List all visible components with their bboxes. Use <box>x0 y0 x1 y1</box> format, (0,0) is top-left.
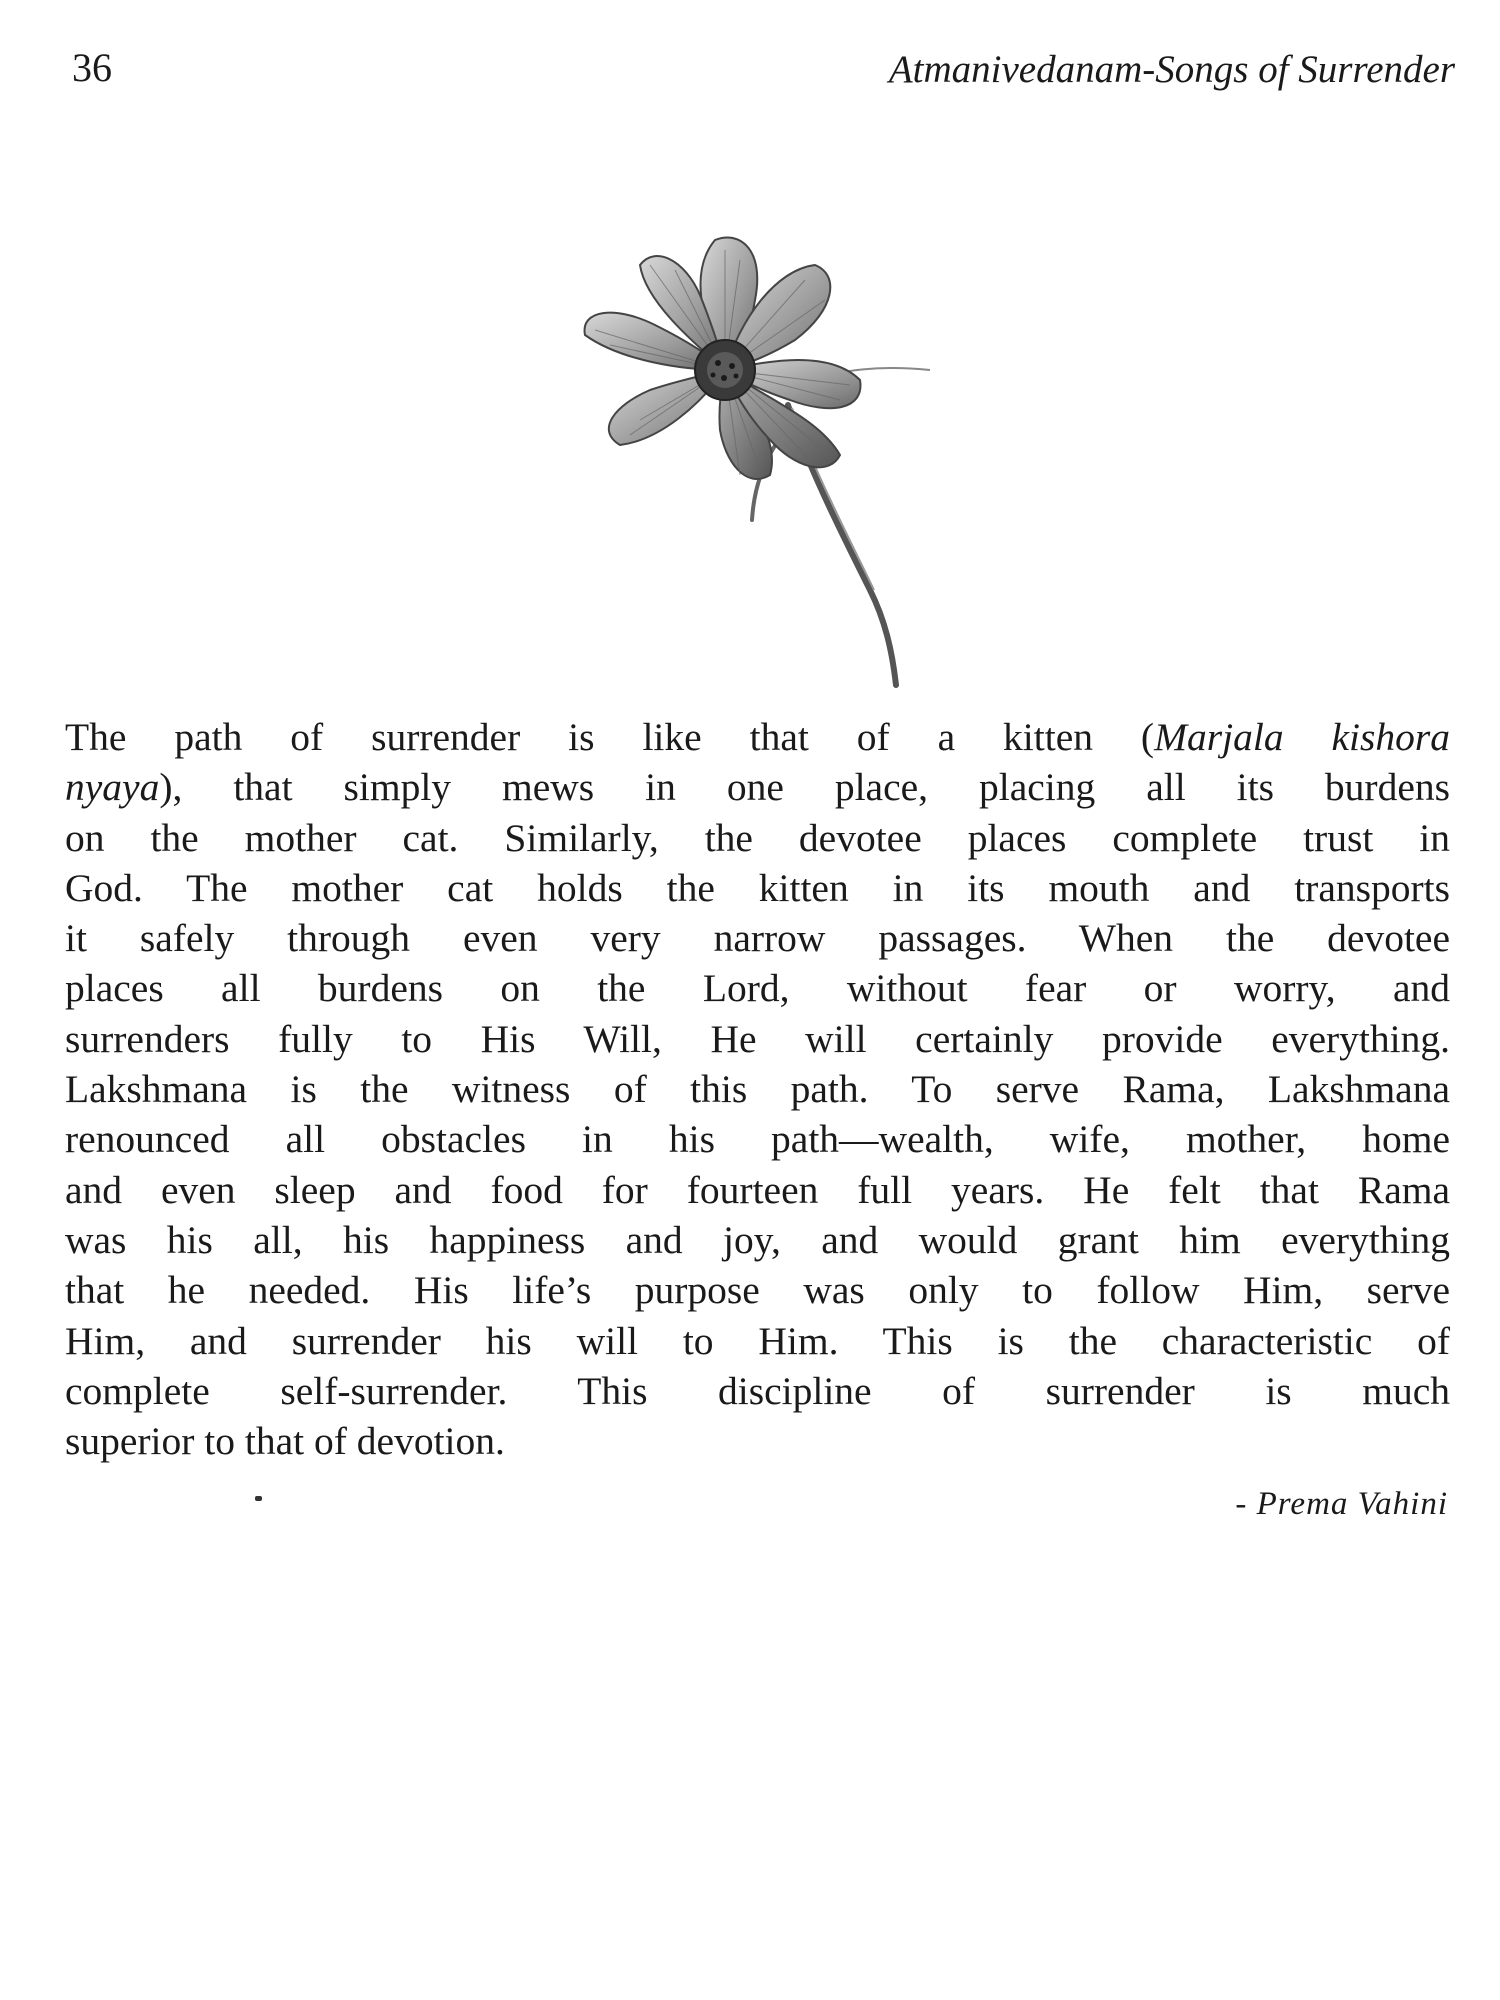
passage-line-text: renounced all obstacles in his path—wealth, wife, mother, home <box>65 1117 1450 1162</box>
passage-line-text: God. The mother cat holds the kitten in its mouth and transports <box>65 865 1450 910</box>
passage-line-text: places all burdens on the Lord, without fear or worry, and <box>65 966 1450 1011</box>
passage-italic-term: nyaya <box>65 765 160 810</box>
passage-line <box>65 1265 1450 1315</box>
print-speck <box>255 1496 262 1501</box>
attribution: - Prema Vahini <box>1235 1486 1448 1522</box>
passage-line <box>65 913 1450 963</box>
passage-line <box>65 762 1450 812</box>
passage-line-text: Him, and surrender his will to Him. This is the characteristic of <box>65 1318 1450 1363</box>
passage-line <box>65 863 1450 913</box>
passage-line <box>65 813 1450 863</box>
passage-line-text: Lakshmana is the witness of this path. To serve Rama, Lakshmana <box>65 1067 1450 1112</box>
passage-line <box>65 1366 1450 1416</box>
passage-line-text: it safely through even very narrow passages. When the devotee <box>65 916 1450 961</box>
passage-line <box>65 1316 1450 1366</box>
passage-line-text: superior to that of devotion. <box>65 1419 505 1464</box>
passage-text <box>65 712 1450 1466</box>
passage-line <box>65 1114 1450 1164</box>
passage-line <box>65 963 1450 1013</box>
cosmos-flower-sketch-icon <box>540 230 940 690</box>
passage-line-text: and even sleep and food for fourteen full years. He felt that Rama <box>65 1167 1450 1212</box>
passage-italic-term: Marjala kishora <box>1154 715 1450 759</box>
passage-line-text: surrenders fully to His Will, He will certainly provide everything. <box>65 1016 1450 1061</box>
passage-line <box>65 712 1450 762</box>
passage-line-text: The path of surrender is like that of a kitten ( <box>65 715 1155 759</box>
running-title: Atmanivedanam-Songs of Surrender <box>888 48 1455 91</box>
passage-line <box>65 1215 1450 1265</box>
passage-line <box>65 1165 1450 1215</box>
passage-line-text: on the mother cat. Similarly, the devotee places complete trust in <box>65 815 1450 860</box>
page-number: 36 <box>72 45 112 90</box>
passage-line-text: complete self-surrender. This discipline of surrender is much <box>65 1368 1450 1413</box>
passage-line-text: was his all, his happiness and joy, and would grant him everything <box>65 1217 1450 1262</box>
passage-line <box>65 1014 1450 1064</box>
passage-line-text: that he needed. His life’s purpose was only to follow Him, serve <box>65 1268 1450 1313</box>
passage-line <box>65 1416 1450 1466</box>
passage-line-text: ), that simply mews in one place, placing all its burdens <box>159 765 1450 810</box>
passage-line <box>65 1064 1450 1114</box>
